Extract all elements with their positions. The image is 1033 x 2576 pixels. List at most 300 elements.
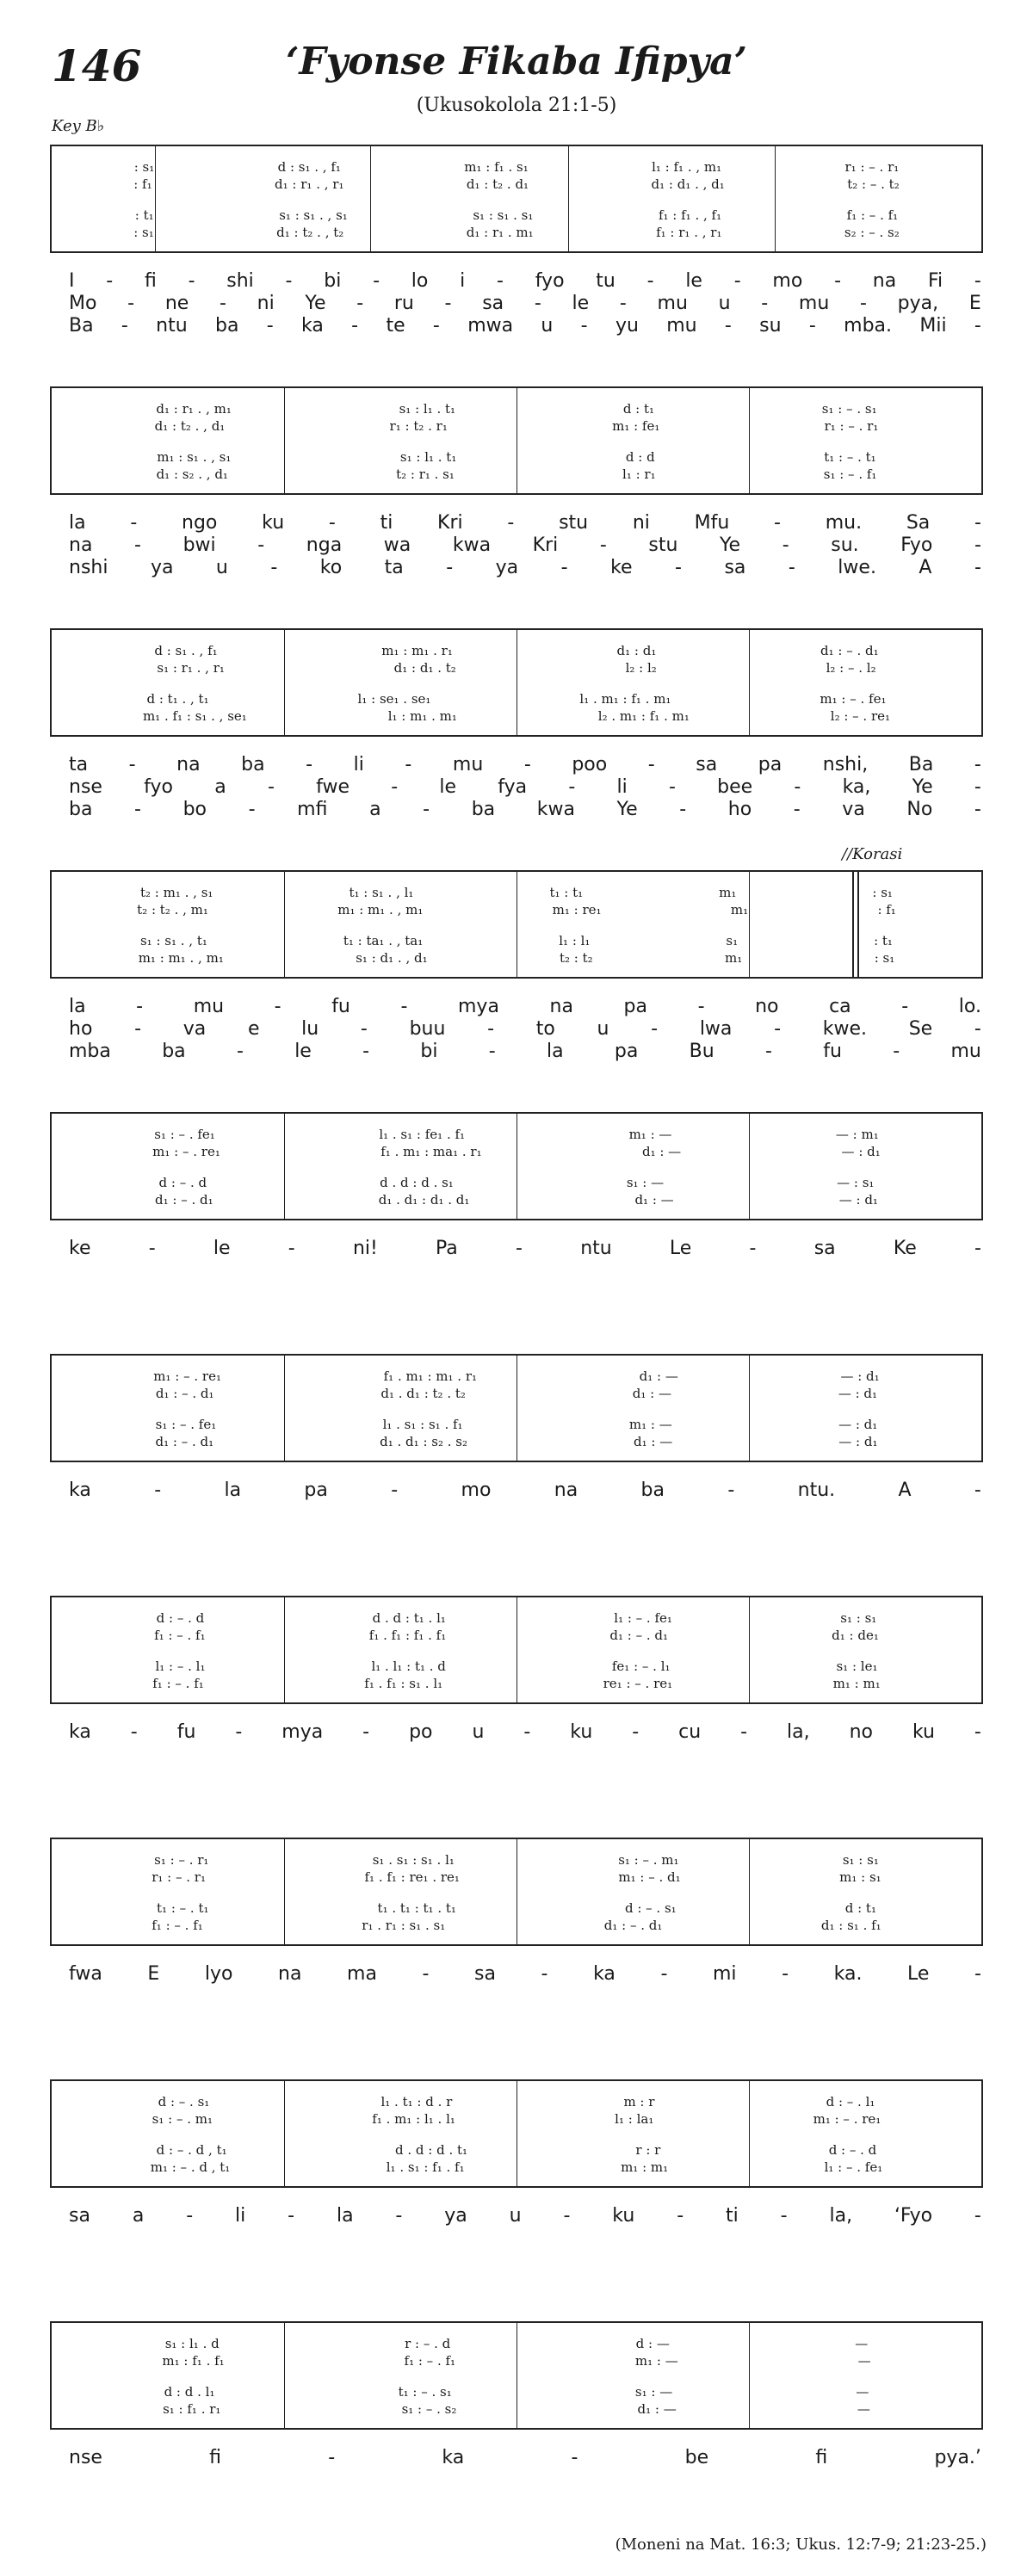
solfa-measure: f₁ . f₁ : f₁ . f₁ [368, 1628, 447, 1642]
solfa-measure: m₁ : s₁ . , s₁ [157, 450, 232, 464]
lyric-syllable: na [278, 1963, 302, 1985]
solfa-voice-row [52, 2095, 981, 2109]
solfa-measure: re₁ : – . re₁ [603, 1677, 673, 1690]
lyric-syllable: - [541, 1963, 548, 1985]
solfa-voice-row [52, 177, 981, 191]
solfa-measure: d : — [635, 2337, 670, 2351]
lyric-syllable: no [849, 1721, 873, 1743]
lyric-syllable: a [132, 2205, 145, 2227]
lyric-syllable: Ye [305, 293, 326, 314]
lyric-syllable: fyo [144, 776, 174, 798]
lyric-syllable: ba [214, 315, 239, 337]
lyric-syllable: lyo [204, 1963, 233, 1985]
lyric-syllable: ho [69, 1018, 93, 1040]
lyric-syllable: - [134, 1018, 142, 1040]
lyric-syllable: kwa [452, 534, 492, 556]
lyric-syllable: ka [69, 1721, 91, 1743]
solfa-measure: l₂ : l₂ [625, 661, 657, 675]
lyric-syllable: to [535, 1018, 555, 1040]
solfa-measure: t₁ : ta₁ . , ta₁ [343, 934, 424, 948]
solfa-measure: d : s₁ . , f₁ [154, 644, 218, 658]
lyric-syllable: A [919, 557, 932, 578]
solfa-voice-row [52, 225, 981, 239]
lyric-syllable: poo [572, 754, 608, 775]
solfa-measure: s₁ : le₁ [836, 1659, 878, 1673]
lyric-syllable: - [901, 996, 909, 1017]
lyric-syllable: - [516, 1238, 523, 1259]
lyric-syllable: kwe. [822, 1018, 867, 1040]
lyric-syllable: ka [442, 2447, 465, 2468]
lyric-syllable: mya [281, 1721, 324, 1743]
lyric-syllable: u [597, 1018, 609, 1040]
lyric-syllable: E [968, 293, 981, 314]
lyric-syllable: la [69, 996, 86, 1017]
solfa-measure: f₁ . m₁ : l₁ . l₁ [372, 2112, 455, 2126]
solfa-measure: : s₁ [874, 951, 895, 965]
lyric-syllable: ba [162, 1041, 186, 1062]
lyric-syllable: mba. [844, 315, 893, 337]
lyric-syllable: nse [69, 776, 102, 798]
lyric-syllable: lo [411, 270, 429, 292]
lyric-syllable: u [215, 557, 228, 578]
solfa-measure: l₂ : – . re₁ [830, 709, 891, 723]
lyric-syllable: Fi [927, 270, 943, 292]
solfa-voice-row [52, 1193, 981, 1207]
lyric-syllable: a [369, 799, 381, 820]
lyric-syllable: ku [912, 1721, 935, 1743]
lyric-syllable: ka [593, 1963, 615, 1985]
solfa-measure: d₁ : r₁ . , r₁ [275, 177, 344, 191]
solfa-measure: s₁ : f₁ . r₁ [163, 2402, 221, 2416]
solfa-voice-row [52, 1853, 981, 1867]
lyric-syllable: - [793, 799, 801, 820]
solfa-measure: m₁ : — [628, 1127, 672, 1141]
solfa-measure: t₁ : s₁ . , l₁ [349, 886, 414, 899]
lyric-syllable: ka [69, 1480, 91, 1501]
lyric-syllable: stu [648, 534, 678, 556]
solfa-measure: d₁ : — [634, 1193, 674, 1207]
lyric-syllable: Ba [69, 315, 94, 337]
solfa-measure: f₁ : f₁ . , f₁ [658, 208, 722, 222]
lyric-syllable: va [842, 799, 865, 820]
solfa-system [50, 2321, 983, 2430]
solfa-voice-row [52, 1176, 981, 1189]
lyric-syllable: la [336, 2205, 354, 2227]
lyric-syllable: - [619, 293, 627, 314]
solfa-measure: m₁ . f₁ : s₁ . , se₁ [142, 709, 247, 723]
solfa-measure: d₁ : t₂ . d₁ [466, 177, 529, 191]
lyric-syllable: - [974, 1238, 981, 1259]
lyric-syllable: - [134, 799, 141, 820]
lyric-syllable: - [571, 2447, 578, 2468]
korasi-label: Korasi [852, 845, 903, 863]
lyric-line [69, 534, 981, 555]
solfa-measure: s₁ : – . fe₁ [154, 1127, 215, 1141]
lyric-syllable: - [599, 534, 607, 556]
solfa-system [50, 386, 983, 495]
lyric-syllable: - [136, 996, 144, 1017]
lyric-syllable: - [488, 1041, 496, 1062]
lyric-syllable: ca [829, 996, 851, 1017]
lyric-syllable: le [572, 293, 590, 314]
lyric-syllable: Le [907, 1963, 930, 1985]
solfa-measure: l₁ : – . l₁ [155, 1659, 206, 1673]
solfa-measure: m₁ [719, 886, 737, 899]
solfa-measure: d₁ : de₁ [832, 1628, 879, 1642]
lyric-syllable: mu [193, 996, 225, 1017]
lyric-syllable: ko [319, 557, 343, 578]
solfa-measure: s₁ : l₁ . d [164, 2337, 220, 2351]
solfa-measure: d₁ : d₁ . t₂ [393, 661, 456, 675]
solfa-voice-row [52, 450, 981, 464]
lyric-syllable: li [235, 2205, 246, 2227]
scripture-reference: (Moneni na Mat. 16:3; Ukus. 12:7-9; 21:23-25.) [615, 2536, 987, 2554]
lyric-syllable: - [782, 534, 789, 556]
solfa-measure: d : t₁ [844, 1901, 876, 1915]
solfa-voice-row [52, 1369, 981, 1383]
solfa-measure: t₂ : t₂ . , m₁ [137, 903, 208, 917]
solfa-measure: s₁ : – . m₁ [152, 2112, 213, 2126]
solfa-voice-row [52, 886, 981, 899]
lyric-syllable: - [432, 315, 440, 337]
lyric-syllable: ku [262, 512, 285, 534]
lyric-syllable: - [285, 270, 293, 292]
lyric-syllable: fi [144, 270, 157, 292]
lyric-line [69, 1018, 981, 1039]
lyric-line [69, 557, 981, 578]
lyric-line [69, 293, 981, 313]
lyric-syllable: yu [615, 315, 639, 337]
solfa-voice-row [52, 2160, 981, 2174]
lyric-syllable: pa [304, 1480, 328, 1501]
solfa-measure: d : – . l₁ [826, 2095, 875, 2109]
solfa-measure: r₁ : – . r₁ [844, 160, 900, 174]
lyric-syllable: ho [727, 799, 752, 820]
lyric-syllable: - [134, 534, 141, 556]
solfa-measure: d : s₁ . , f₁ [277, 160, 341, 174]
lyric-syllable: - [647, 754, 655, 775]
lyric-syllable: pya, [897, 293, 939, 314]
lyric-syllable: sa [474, 1963, 496, 1985]
lyric-syllable: - [974, 776, 981, 798]
lyric-line [69, 754, 981, 775]
solfa-measure: l₁ : la₁ [615, 2112, 654, 2126]
lyric-syllable: - [154, 1480, 162, 1501]
solfa-measure: d₁ : – . d₁ [609, 1628, 669, 1642]
solfa-measure: d : – . s₁ [624, 1901, 677, 1915]
lyric-syllable: - [446, 557, 454, 578]
lyric-syllable: - [974, 1721, 981, 1743]
solfa-measure: s₁ : l₁ . t₁ [399, 402, 456, 416]
solfa-measure: s₁ : s₁ . , t₁ [139, 934, 207, 948]
lyric-line [69, 996, 981, 1016]
lyric-syllable: ti [380, 512, 393, 534]
lyric-syllable: E [147, 1963, 160, 1985]
lyric-line [69, 270, 981, 291]
lyric-syllable: ku [570, 1721, 593, 1743]
solfa-measure: : f₁ [877, 903, 896, 917]
solfa-measure: m₁ : – . re₁ [152, 1145, 220, 1158]
lyric-syllable: ntu [156, 315, 188, 337]
lyric-syllable: fyo [535, 270, 565, 292]
lyric-syllable: - [534, 293, 541, 314]
lyric-syllable: Fyo [900, 534, 933, 556]
solfa-voice-row [52, 1918, 981, 1932]
lyric-syllable: mu [950, 1041, 981, 1062]
lyric-syllable: lo. [958, 996, 981, 1017]
solfa-measure: d₁ : — [641, 1145, 682, 1158]
solfa-measure: s₁ : l₁ . t₁ [399, 450, 457, 464]
solfa-measure: t₂ : r₁ . s₁ [396, 467, 455, 481]
lyric-syllable: sa [724, 557, 746, 578]
solfa-system [50, 870, 983, 979]
solfa-measure: l₁ : f₁ . , m₁ [652, 160, 722, 174]
lyric-syllable: No [906, 799, 933, 820]
solfa-measure: d₁ : – . d₁ [155, 1193, 213, 1207]
lyric-syllable: fu [331, 996, 350, 1017]
lyric-syllable: Se [908, 1018, 933, 1040]
lyric-syllable: - [288, 1238, 295, 1259]
lyric-syllable: a [214, 776, 226, 798]
solfa-measure: f₁ : – . f₁ [404, 2354, 456, 2368]
lyric-syllable: nga [306, 534, 343, 556]
lyric-syllable: Le [669, 1238, 692, 1259]
lyric-syllable: - [351, 315, 359, 337]
lyric-syllable: ni [257, 293, 275, 314]
lyric-syllable: be [684, 2447, 709, 2468]
solfa-voice-row [52, 467, 981, 481]
solfa-measure: s₁ : — [626, 1176, 665, 1189]
lyric-syllable: - [248, 799, 256, 820]
lyric-syllable: - [974, 754, 981, 775]
hymn-title: ‘Fyonse Fikaba Ifipya’ [286, 40, 747, 83]
lyric-syllable: ta [69, 754, 89, 775]
lyric-syllable: la [69, 512, 86, 534]
lyric-syllable: ta [384, 557, 404, 578]
solfa-voice-row [52, 692, 981, 706]
lyric-syllable: mfi [297, 799, 328, 820]
lyric-syllable: - [121, 315, 128, 337]
lyric-syllable: - [974, 315, 981, 337]
lyric-syllable: ‘Fyo [894, 2205, 933, 2227]
lyric-syllable: Sa [906, 512, 931, 534]
lyric-syllable: ba [471, 799, 496, 820]
lyric-syllable: pa [614, 1041, 639, 1062]
lyric-syllable: - [727, 1480, 735, 1501]
lyric-syllable: mu [666, 315, 697, 337]
lyric-syllable: Ke [893, 1238, 917, 1259]
lyric-syllable: - [356, 293, 364, 314]
lyric-syllable: ti [726, 2205, 739, 2227]
lyric-syllable: e [247, 1018, 260, 1040]
lyric-syllable: shi [226, 270, 254, 292]
lyric-syllable: la, [829, 2205, 853, 2227]
lyric-syllable: bee [717, 776, 753, 798]
lyric-syllable: - [423, 799, 430, 820]
lyric-syllable: - [186, 2205, 194, 2227]
solfa-measure: s₁ [726, 934, 739, 948]
solfa-measure: m₁ : m₁ [621, 2160, 669, 2174]
solfa-measure: f₁ . m₁ : m₁ . r₁ [383, 1369, 478, 1383]
lyric-syllable: - [780, 2205, 788, 2227]
lyric-syllable: - [274, 996, 281, 1017]
lyric-syllable: - [860, 293, 867, 314]
lyric-syllable: ba [69, 799, 93, 820]
solfa-measure: : s₁ [133, 160, 155, 174]
solfa-measure: l₁ : se₁ . se₁ [357, 692, 431, 706]
lyric-syllable: le [213, 1238, 231, 1259]
lyric-syllable: - [373, 270, 380, 292]
lyric-syllable: ni [632, 512, 650, 534]
solfa-system [50, 1112, 983, 1220]
lyric-syllable: ka, [842, 776, 871, 798]
lyric-syllable: - [127, 293, 135, 314]
lyric-syllable: fya [498, 776, 528, 798]
solfa-measure: m₁ : re₁ [552, 903, 602, 917]
lyric-syllable: Ye [912, 776, 933, 798]
lyric-syllable: Ye [616, 799, 638, 820]
lyric-syllable: ma [347, 1963, 377, 1985]
lyric-syllable: sa [696, 754, 718, 775]
lyric-syllable: - [306, 754, 313, 775]
solfa-measure: d : – . d [828, 2143, 877, 2157]
solfa-measure: m₁ : f₁ . s₁ [464, 160, 529, 174]
solfa-measure: s₂ : – . s₂ [844, 225, 900, 239]
solfa-measure: l₁ : l₁ [559, 934, 591, 948]
lyric-syllable: - [632, 1721, 640, 1743]
solfa-voice-row [52, 1870, 981, 1884]
solfa-measure: : f₁ [133, 177, 152, 191]
solfa-measure: s₁ : s₁ . , s₁ [279, 208, 348, 222]
solfa-measure: t₁ : t₁ [549, 886, 584, 899]
lyric-syllable: mu [452, 754, 484, 775]
lyric-syllable: - [130, 512, 138, 534]
solfa-system [50, 145, 983, 253]
solfa-voice-row [52, 951, 981, 965]
lyric-syllable: ne [164, 293, 189, 314]
solfa-measure: r₁ : t₂ . r₁ [389, 419, 448, 433]
lyric-syllable: - [740, 1721, 748, 1743]
solfa-measure: t₂ : – . t₂ [847, 177, 900, 191]
solfa-measure: l₁ . m₁ : f₁ . m₁ [579, 692, 671, 706]
lyric-syllable: Ba [908, 754, 934, 775]
solfa-measure: d₁ . d₁ : s₂ . s₂ [380, 1435, 467, 1449]
solfa-measure: t₁ : – . s₁ [398, 2385, 452, 2399]
solfa-measure: m₁ : m₁ . r₁ [381, 644, 453, 658]
solfa-measure: m₁ : – . re₁ [813, 2112, 881, 2126]
lyric-syllable: - [761, 293, 769, 314]
lyric-line [69, 1041, 981, 1061]
solfa-measure: m₁ : – . re₁ [153, 1369, 221, 1383]
solfa-measure: t₂ : t₂ [559, 951, 593, 965]
lyric-syllable: tu [596, 270, 615, 292]
lyric-syllable: Mii [919, 315, 947, 337]
solfa-system [50, 1354, 983, 1462]
lyric-syllable: - [236, 1041, 244, 1062]
solfa-voice-row [52, 1659, 981, 1673]
solfa-measure: s₁ : – . f₁ [823, 467, 877, 481]
lyric-syllable: - [391, 776, 399, 798]
lyric-syllable: - [360, 1018, 368, 1040]
solfa-measure: — : m₁ [835, 1127, 879, 1141]
solfa-measure: d₁ . d₁ : d₁ . d₁ [378, 1193, 470, 1207]
solfa-measure: s₁ : d₁ . , d₁ [356, 951, 428, 965]
solfa-measure: — : d₁ [841, 1145, 881, 1158]
solfa-measure: d₁ . d₁ : t₂ . t₂ [380, 1387, 466, 1400]
lyric-syllable: - [788, 557, 795, 578]
solfa-measure: r₁ . r₁ : s₁ . s₁ [362, 1918, 446, 1932]
solfa-measure: l₂ . m₁ : f₁ . m₁ [597, 709, 690, 723]
solfa-measure: m₁ [725, 951, 743, 965]
solfa-measure: m₁ : — [634, 2354, 678, 2368]
solfa-measure: d₁ : – . d₁ [820, 644, 879, 658]
solfa-voice-row [52, 1127, 981, 1141]
solfa-voice-row [52, 2354, 981, 2368]
lyric-syllable: - [148, 1238, 156, 1259]
lyric-syllable: - [188, 270, 195, 292]
solfa-measure: f₁ : r₁ . , r₁ [656, 225, 722, 239]
lyric-syllable: mu [657, 293, 688, 314]
lyric-syllable: ntu. [797, 1480, 836, 1501]
lyric-syllable: - [487, 1018, 495, 1040]
lyric-syllable: - [328, 512, 336, 534]
solfa-voice-row [52, 1611, 981, 1625]
solfa-measure: d : t₁ [622, 402, 655, 416]
solfa-measure: s₁ : – . s₂ [401, 2402, 457, 2416]
solfa-measure: d₁ : — [632, 1387, 671, 1400]
lyric-syllable: bo [182, 799, 207, 820]
lyric-line [69, 315, 981, 336]
solfa-measure: r₁ : – . r₁ [152, 1870, 206, 1884]
lyric-syllable: - [128, 754, 136, 775]
lyric-syllable: - [765, 1041, 772, 1062]
lyric-syllable: - [328, 2447, 336, 2468]
solfa-measure: d₁ : t₂ . , d₁ [154, 419, 226, 433]
solfa-measure: d . d : d . t₁ [394, 2143, 468, 2157]
lyric-syllable: la [224, 1480, 242, 1501]
lyric-syllable: u [718, 293, 731, 314]
solfa-measure: s₁ : – . fe₁ [155, 1418, 217, 1431]
lyric-syllable: no [755, 996, 779, 1017]
solfa-measure: s₁ . s₁ : s₁ . l₁ [372, 1853, 455, 1867]
lyric-syllable: fwe [316, 776, 349, 798]
solfa-measure: s₁ : – . m₁ [618, 1853, 679, 1867]
lyric-syllable: sa [69, 2205, 90, 2227]
lyric-syllable: - [808, 315, 816, 337]
lyric-syllable: ya [150, 557, 174, 578]
solfa-measure: : s₁ [872, 886, 893, 899]
solfa-voice-row [52, 2402, 981, 2416]
lyric-syllable: - [974, 1963, 981, 1985]
lyric-syllable: na [176, 754, 201, 775]
hymn-number: 146 [52, 40, 142, 91]
solfa-measure: d₁ : — [637, 2402, 677, 2416]
solfa-measure: l₁ . s₁ : f₁ . f₁ [386, 2160, 465, 2174]
lyric-syllable: na [872, 270, 897, 292]
lyric-syllable: sa [813, 1238, 836, 1259]
solfa-measure: f₁ : – . f₁ [152, 1918, 203, 1932]
lyric-syllable: - [677, 2205, 684, 2227]
solfa-measure: — [855, 2337, 869, 2351]
lyric-syllable: - [675, 557, 682, 578]
solfa-measure: t₁ . t₁ : t₁ . t₁ [377, 1901, 456, 1915]
lyric-syllable: Ye [720, 534, 741, 556]
lyric-syllable: - [270, 557, 278, 578]
lyric-syllable: te [386, 315, 405, 337]
lyric-syllable: ku [612, 2205, 635, 2227]
lyric-syllable: le [439, 776, 457, 798]
solfa-voice-row [52, 644, 981, 658]
